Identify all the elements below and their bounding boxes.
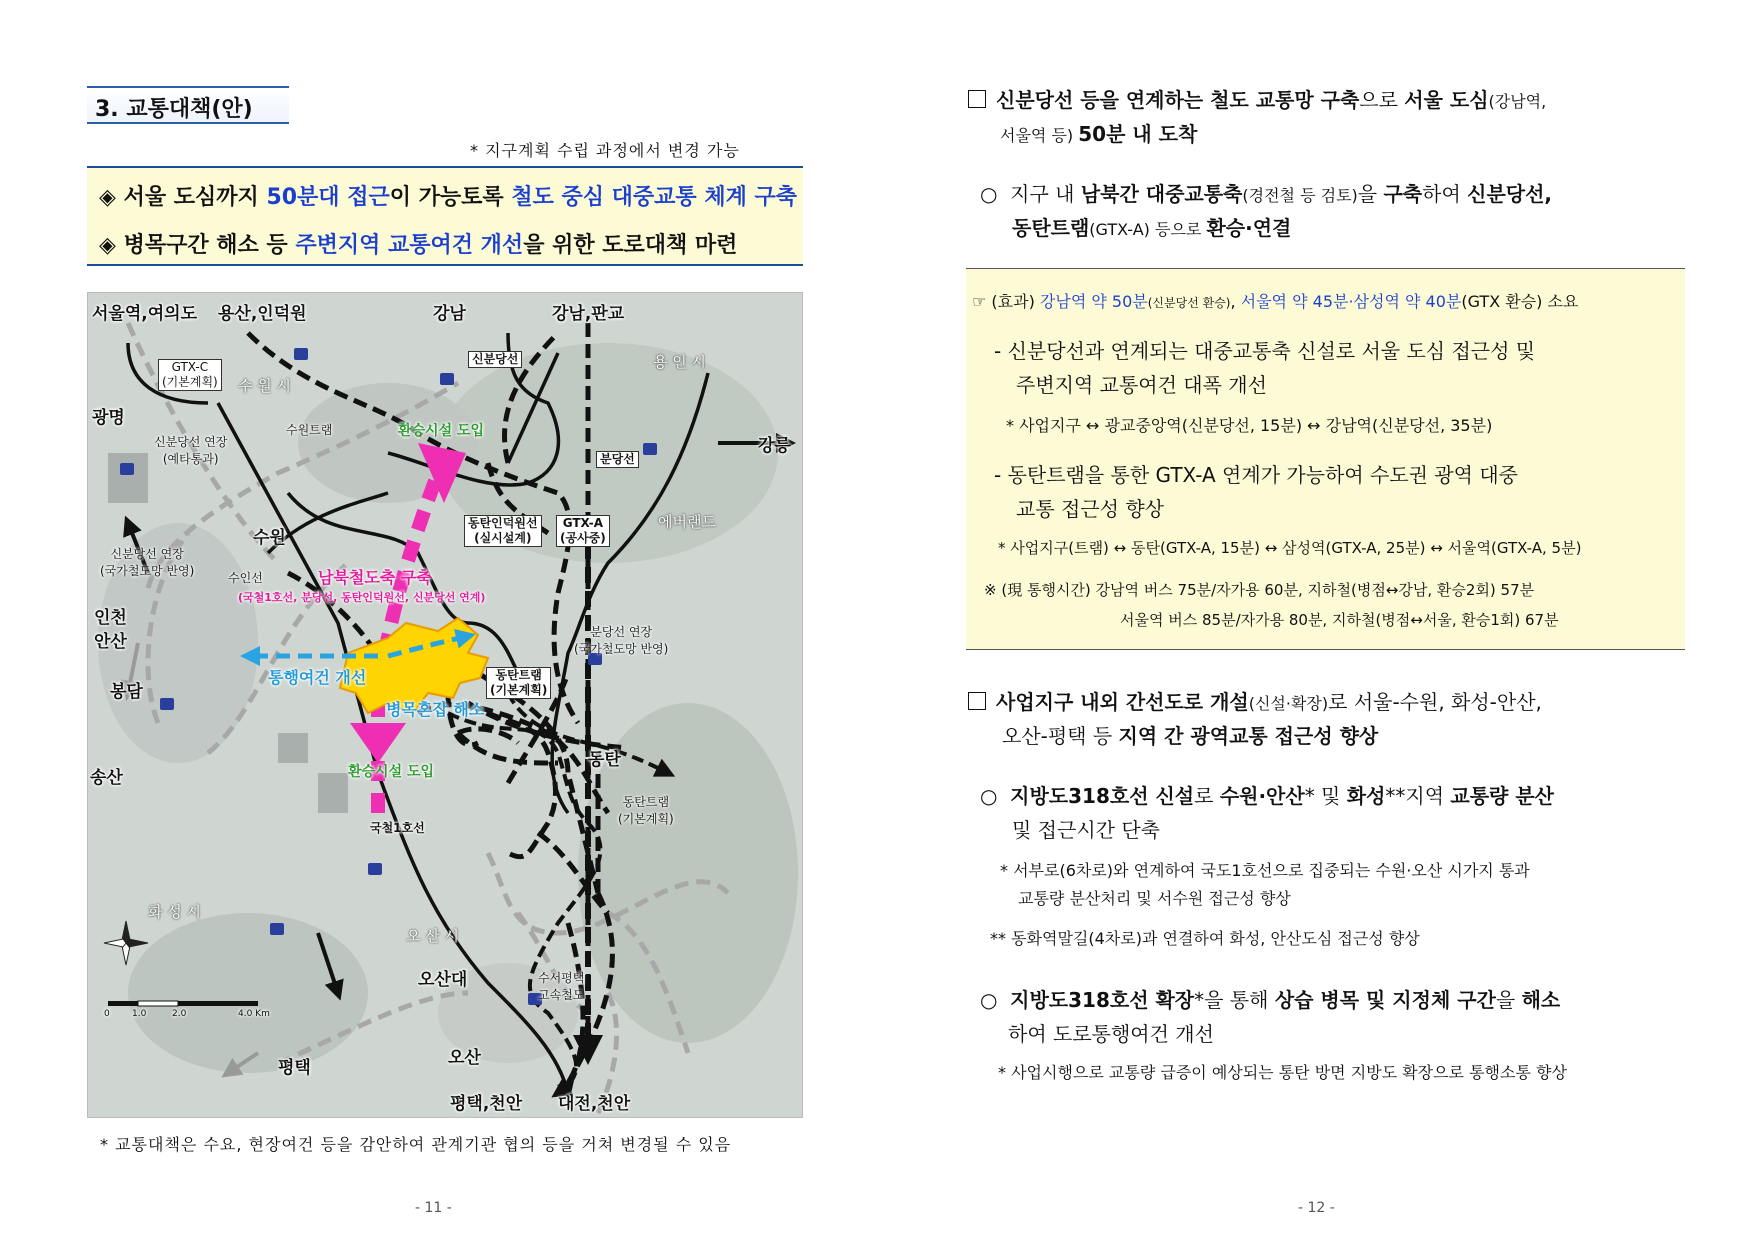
map-label-traffic-improve: 통행여건 개선	[268, 668, 367, 687]
text: 환승·연결	[1206, 216, 1292, 240]
text: 으로	[1359, 88, 1405, 112]
map-label-north-south: 남북철도축 구축	[318, 568, 432, 587]
map-label-everland: 에버랜드	[658, 513, 716, 531]
effect-heading	[972, 289, 1578, 312]
bottom-note: * 교통대책은 수요, 현장여건 등을 감안하여 관계기관 협의 등을 거쳐 변경될 수 있음	[100, 1135, 732, 1154]
circle-bullet-icon: ○	[980, 988, 998, 1012]
summary-text: 을 위한 도로대책 마련	[523, 233, 738, 258]
summary-text: 이 가능토록	[389, 185, 512, 210]
text: 서울역 약 45분·삼성역 약 40분	[1240, 292, 1462, 311]
effect1-note: * 사업지구 ↔ 광교중앙역(신분당선, 15분) ↔ 강남역(신분당선, 35분)	[1006, 416, 1493, 435]
text: 지구 내	[1010, 182, 1081, 206]
map-label-gukcheol1: 국철1호선	[370, 821, 425, 835]
section-title-box	[87, 86, 289, 124]
text: 50분 내 도착	[1078, 122, 1198, 146]
text: 수원·안산	[1219, 784, 1305, 808]
summary-line-2	[99, 228, 737, 259]
o2-line1	[980, 780, 1554, 809]
summary-highlight: 철도 중심 대중교통 체계 구축	[511, 185, 797, 210]
section2-line2	[1002, 720, 1378, 749]
map-label-gangnam-pangyo: 강남,판교	[552, 304, 625, 324]
text: 하여	[1422, 182, 1468, 206]
map-label-suwon-tram: 수원트램	[286, 423, 333, 437]
diamond-bullet-icon: ◈	[99, 233, 116, 258]
summary-text: 병목구간 해소 등	[123, 233, 296, 258]
effect1-line2: 주변지역 교통여건 대폭 개선	[1016, 373, 1267, 397]
current-time-1: ※ (現 통행시간) 강남역 버스 75분/자가용 60분, 지하철(병점↔강남, 환승2회) 57분	[984, 581, 1535, 599]
map-label-gwangmyeong: 광명	[92, 408, 125, 428]
text: (강남역,	[1488, 92, 1547, 111]
text: 강남역 약 50분	[1039, 292, 1148, 311]
summary-highlight: 50분대 접근	[266, 185, 390, 210]
map-label-gangnam: 강남	[433, 304, 466, 324]
circle-bullet-icon: ○	[980, 182, 998, 206]
map-label-gtx-c: GTX-C (기본계획)	[158, 359, 222, 391]
o2-line2: 및 접근시간 단축	[1012, 818, 1160, 842]
text: 을	[1495, 988, 1522, 1012]
map-label-yongin-si: 용 인 시	[653, 353, 707, 371]
map-label-yongsan: 용산,인덕원	[218, 304, 307, 324]
circle-bullet-icon: ○	[980, 784, 998, 808]
summary-text: 서울 도심까지	[123, 185, 267, 210]
o3-line2: 하여 도로통행여건 개선	[1008, 1022, 1214, 1046]
map-label-dongtan: 동탄	[588, 750, 621, 770]
map-label-songsan: 송산	[90, 768, 123, 788]
map-label-north-south-sub: (국철1호선, 분당선, 동탄인덕원선, 신분당선 연계)	[238, 591, 486, 604]
text: 지역 간 광역교통 접근성 향상	[1118, 724, 1379, 748]
diamond-bullet-icon: ◈	[99, 185, 116, 210]
square-bullet-icon	[968, 90, 986, 108]
text: (신설·확장)	[1248, 694, 1329, 713]
text: **지역	[1385, 784, 1451, 808]
page-number-right: - 12 -	[1298, 1200, 1335, 1216]
section1-line2	[1000, 118, 1197, 147]
text: (경전철 등 검토)	[1242, 186, 1358, 205]
map-label-seoul-yeouido: 서울역,여의도	[92, 304, 197, 324]
map-label-hwaseong-si: 화 성 시	[148, 903, 202, 921]
text: (GTX 환승) 소요	[1461, 292, 1579, 311]
text: 서울 도심	[1404, 88, 1489, 112]
map-label-gangneung: 강릉	[758, 436, 791, 456]
text: 해소	[1521, 988, 1561, 1012]
effect2-note: * 사업지구(트램) ↔ 동탄(GTX-A, 15분) ↔ 삼성역(GTX-A, 25분) ↔ 서울역(GTX-A, 5분)	[998, 539, 1582, 557]
transport-map	[87, 292, 803, 1118]
section2-line1	[968, 686, 1542, 715]
map-label-incheon: 인천	[94, 608, 127, 628]
text: (GTX-A) 등으로	[1089, 220, 1207, 239]
scale-label-1: 1.0	[132, 1009, 147, 1019]
map-label-transfer-1: 환승시설 도입	[398, 423, 485, 439]
o2-note1: * 서부로(6차로)와 연계하여 국도1호선으로 집중되는 수원·오산 시가지 통과	[1000, 861, 1530, 880]
map-label-daejeon-cheonan: 대전,천안	[558, 1094, 631, 1114]
map-label-osan-si: 오 산 시	[406, 927, 460, 945]
current-time-2: 서울역 버스 85분/자가용 80분, 지하철(병점↔서울, 환승1회) 67분	[1120, 611, 1559, 629]
summary-highlight: 주변지역 교통여건 개선	[295, 233, 524, 258]
scale-label-2: 2.0	[172, 1009, 187, 1019]
text: ☞ (효과)	[972, 292, 1040, 311]
o1-line2	[1012, 212, 1291, 241]
text: 신분당선,	[1467, 182, 1553, 206]
map-label-gtx-a: GTX-A (공사중)	[556, 515, 610, 547]
scale-label-4: 4.0 Km	[238, 1009, 270, 1019]
map-label-ansan: 안산	[94, 632, 127, 652]
text: *을 통해	[1194, 988, 1275, 1012]
section-title: 3. 교통대책(안)	[95, 97, 253, 122]
summary-line-1	[99, 180, 797, 211]
text: 로	[1194, 784, 1220, 808]
map-label-bongdam: 봉담	[110, 682, 143, 702]
map-label-suin: 수인선	[228, 571, 263, 585]
map-label-sinbundang-ext2: 신분당선 연장 (국가철도망 반영)	[100, 547, 195, 578]
square-bullet-icon	[968, 692, 986, 710]
map-label-osan: 오산	[448, 1048, 481, 1068]
page-number-left: - 11 -	[415, 1200, 452, 1216]
text: 로 서울-수원, 화성-안산,	[1328, 690, 1542, 714]
text: 신분당선 등을 연계하는	[996, 88, 1211, 112]
text: 동탄트램	[1012, 216, 1090, 240]
text: (신분당선 환승)	[1147, 296, 1231, 310]
top-note: * 지구계획 수립 과정에서 변경 가능	[470, 141, 740, 160]
text: 오산-평택 등	[1002, 724, 1119, 748]
map-label-bottleneck: 병목혼잡 해소	[386, 700, 485, 719]
o2-note1b: 교통량 분산처리 및 서수원 접근성 향상	[1018, 889, 1291, 908]
map-label-dongtan-tram-1: 동탄트램 (기본계획)	[486, 667, 551, 699]
section1-line1	[968, 84, 1546, 113]
map-label-bundang: 분당선	[596, 451, 639, 468]
map-label-bundang-ext: 분당선 연장 (국가철도망 반영)	[574, 625, 669, 656]
text: 서울역 등)	[1000, 126, 1079, 145]
text: 화성	[1346, 784, 1386, 808]
map-label-sinbundang: 신분당선	[468, 351, 522, 368]
text: 을	[1357, 182, 1384, 206]
o3-line1	[980, 984, 1560, 1013]
text: 상습 병목 및 지정체 구간	[1274, 988, 1496, 1012]
map-label-dongtan-indeokwon: 동탄인덕원선 (실시설계)	[464, 515, 542, 547]
text: 사업지구 내외 간선도로 개설	[996, 690, 1249, 714]
summary-box	[87, 166, 803, 266]
text: 구축	[1383, 182, 1423, 206]
map-label-osandae: 오산대	[418, 970, 468, 990]
map-label-suwon-si: 수 원 시	[238, 377, 292, 395]
o3-note: * 사업시행으로 교통량 급증이 예상되는 통탄 방면 지방도 확장으로 통행소통 향상	[998, 1063, 1567, 1082]
text: ,	[1230, 292, 1241, 311]
text: * 및	[1304, 784, 1347, 808]
o1-line1	[980, 178, 1552, 207]
text: 지방도318호선 확장	[1010, 988, 1195, 1012]
effect2-line1: - 동탄트램을 통한 GTX-A 연계가 가능하여 수도권 광역 대중	[994, 463, 1518, 487]
effect1-line1: - 신분당선과 연계되는 대중교통축 신설로 서울 도심 접근성 및	[994, 339, 1536, 363]
text: 지방도318호선 신설	[1010, 784, 1195, 808]
o2-note2: ** 동화역말길(4차로)과 연결하여 화성, 안산도심 접근성 향상	[990, 929, 1420, 948]
map-label-transfer-2: 환승시설 도입	[348, 764, 435, 780]
effect-box	[966, 268, 1685, 650]
map-label-sinbundang-ext1: 신분당선 연장 (예타통과)	[154, 435, 228, 466]
text: 남북간 대중교통축	[1080, 182, 1243, 206]
map-label-dongtan-tram-2: 동탄트램 (기본계획)	[618, 795, 674, 826]
scale-label-0: 0	[104, 1009, 110, 1019]
text: 철도 교통망 구축	[1210, 88, 1360, 112]
map-label-pyeongtaek: 평택	[278, 1058, 311, 1078]
map-label-suseo-pyeongtaek: 수서평택 고속철도	[538, 971, 585, 1002]
map-label-pyeongtaek-cheonan: 평택,천안	[450, 1094, 523, 1114]
map-label-suwon: 수원	[253, 528, 286, 548]
effect2-line2: 교통 접근성 향상	[1016, 497, 1164, 521]
text: 교통량 분산	[1450, 784, 1554, 808]
